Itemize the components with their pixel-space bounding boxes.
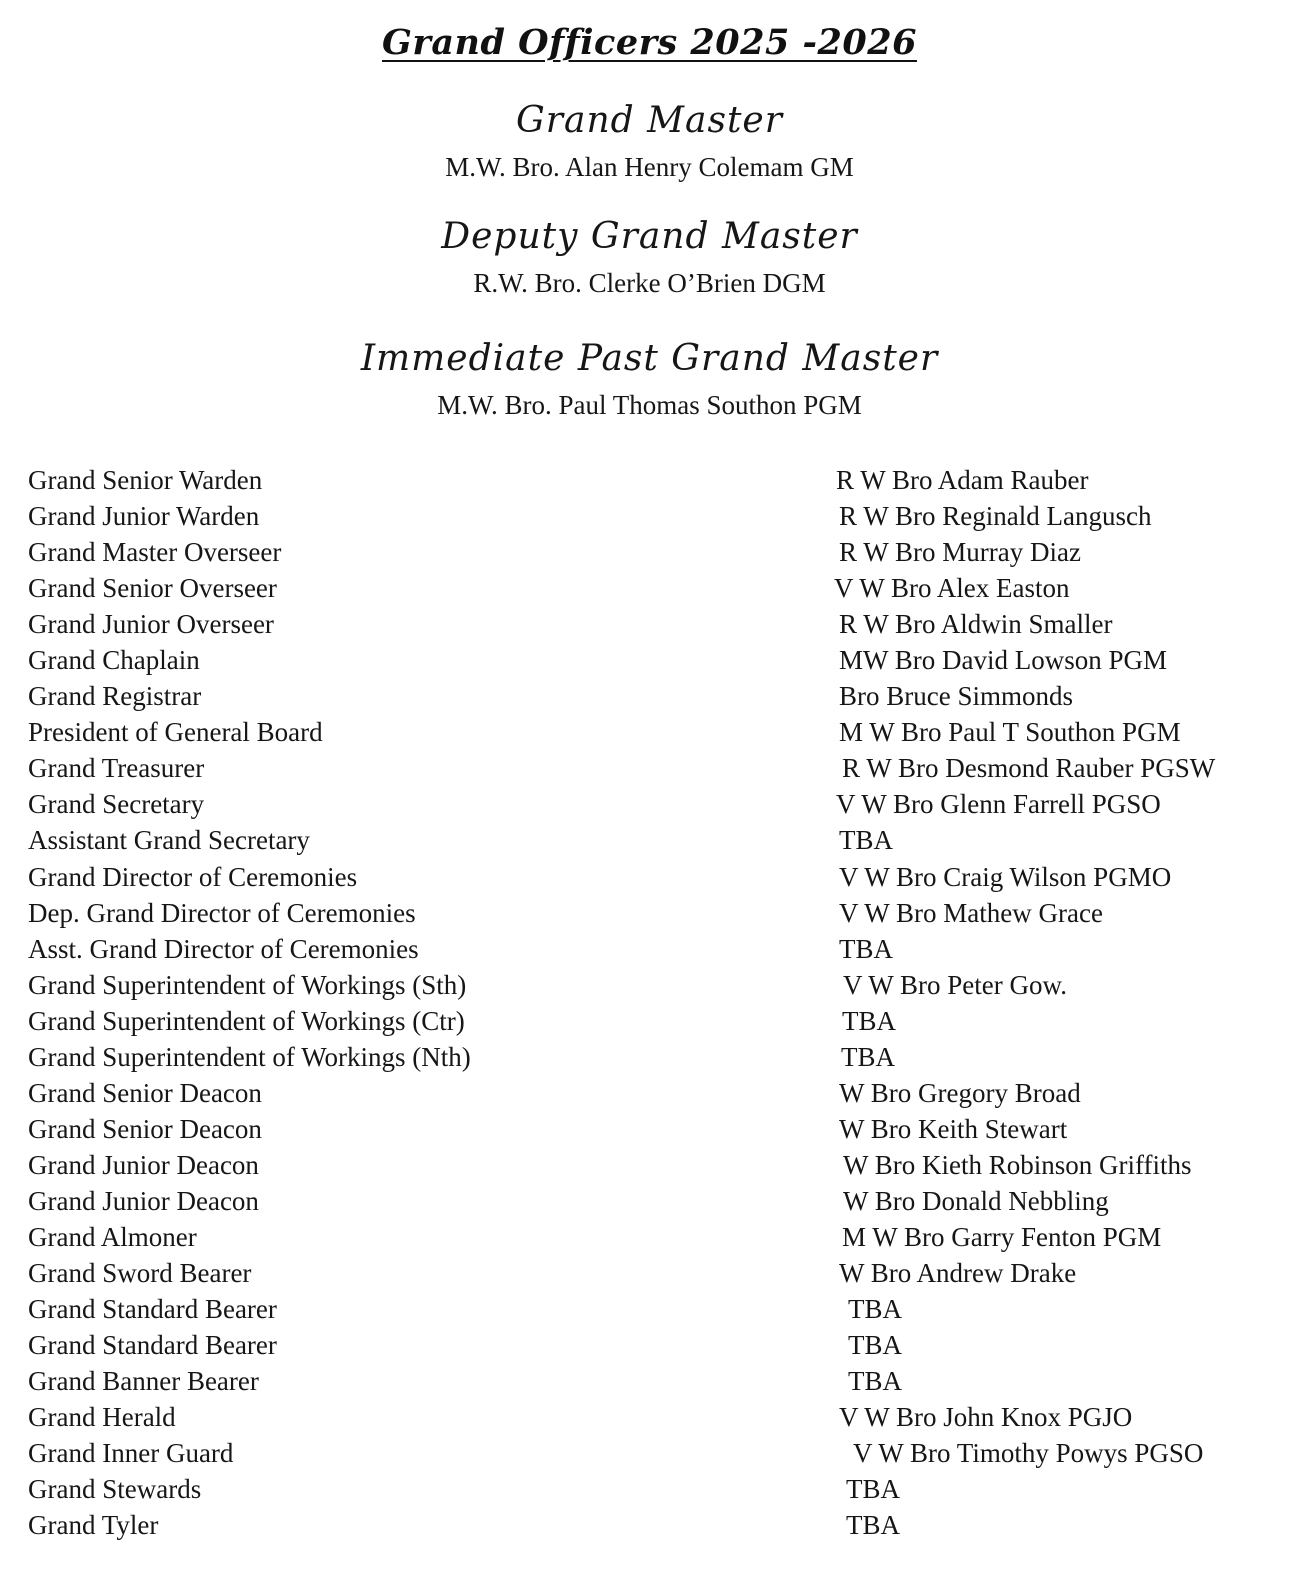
officer-role: Grand Junior Deacon bbox=[28, 1149, 259, 1180]
officer-role: Grand Superintendent of Workings (Ctr) bbox=[28, 1005, 465, 1036]
immediate-past-grand-master-heading: Immediate Past Grand Master bbox=[360, 338, 939, 379]
officer-role: Grand Senior Deacon bbox=[28, 1113, 262, 1144]
officer-role: Grand Senior Warden bbox=[28, 465, 263, 495]
officer-holder: W Bro Donald Nebbling bbox=[843, 1185, 1109, 1216]
officer-holder: V W Bro Timothy Powys PGSO bbox=[853, 1438, 1204, 1469]
officer-holder: W Bro Kieth Robinson Griffiths bbox=[843, 1149, 1192, 1180]
officer-holder: R W Bro Desmond Rauber PGSW bbox=[842, 753, 1216, 784]
officer-holder: V W Bro Peter Gow. bbox=[843, 969, 1067, 1000]
officer-role: Grand Sword Bearer bbox=[28, 1258, 252, 1289]
officer-row bbox=[28, 859, 1288, 895]
officer-role: Dep. Grand Director of Ceremonies bbox=[28, 897, 416, 928]
officer-holder: TBA bbox=[848, 1330, 902, 1361]
officer-holder: MW Bro David Lowson PGM bbox=[839, 645, 1168, 676]
officer-row bbox=[28, 931, 1288, 967]
officer-holder: M W Bro Paul T Southon PGM bbox=[839, 717, 1181, 748]
officer-role: Grand Director of Ceremonies bbox=[28, 861, 358, 892]
officer-role: Grand Inner Guard bbox=[28, 1438, 234, 1469]
officer-role: Grand Treasurer bbox=[28, 753, 205, 784]
officer-role: Grand Stewards bbox=[28, 1474, 202, 1505]
officer-row bbox=[28, 822, 1288, 858]
officer-holder: R W Bro Murray Diaz bbox=[839, 537, 1081, 568]
officer-row bbox=[28, 1507, 1288, 1543]
officer-role: Grand Senior Deacon bbox=[28, 1077, 262, 1108]
officer-role: Grand Junior Deacon bbox=[28, 1185, 259, 1216]
officer-row bbox=[28, 642, 1288, 678]
officer-role: President of General Board bbox=[28, 717, 323, 748]
officer-holder: W Bro Andrew Drake bbox=[839, 1258, 1077, 1289]
officer-row bbox=[28, 1039, 1288, 1075]
officer-holder: V W Bro John Knox PGJO bbox=[839, 1402, 1133, 1433]
officer-holder: R W Bro Reginald Langusch bbox=[839, 501, 1152, 532]
officer-row bbox=[28, 1255, 1288, 1291]
officer-holder: TBA bbox=[848, 1294, 902, 1325]
officer-row bbox=[28, 1471, 1288, 1507]
officer-role: Grand Tyler bbox=[28, 1510, 159, 1541]
officer-role: Asst. Grand Director of Ceremonies bbox=[28, 933, 419, 964]
officer-holder: V W Bro Glenn Farrell PGSO bbox=[836, 789, 1161, 820]
officer-row bbox=[28, 1291, 1288, 1327]
officer-role: Grand Secretary bbox=[28, 789, 205, 820]
officer-row bbox=[28, 498, 1288, 534]
officer-role: Grand Herald bbox=[28, 1402, 176, 1433]
officer-role: Grand Superintendent of Workings (Nth) bbox=[28, 1041, 471, 1072]
officer-holder: TBA bbox=[839, 933, 893, 964]
deputy-grand-master-heading: Deputy Grand Master bbox=[441, 216, 858, 257]
officer-holder: TBA bbox=[841, 1041, 895, 1072]
officer-holder: TBA bbox=[839, 825, 893, 856]
officer-role: Grand Junior Overseer bbox=[28, 609, 274, 640]
officer-role: Grand Standard Bearer bbox=[28, 1330, 277, 1361]
officer-row bbox=[28, 1183, 1288, 1219]
officer-row bbox=[28, 678, 1288, 714]
officer-role: Grand Master Overseer bbox=[28, 537, 282, 568]
officer-role: Grand Banner Bearer bbox=[28, 1366, 259, 1397]
officer-row bbox=[28, 1003, 1288, 1039]
officer-row bbox=[28, 1363, 1288, 1399]
officer-holder: R W Bro Aldwin Smaller bbox=[839, 609, 1113, 640]
officer-row bbox=[28, 1219, 1288, 1255]
officer-holder: W Bro Gregory Broad bbox=[839, 1077, 1081, 1108]
officer-row bbox=[28, 534, 1288, 570]
officer-role: Grand Junior Warden bbox=[28, 501, 260, 532]
officer-holder: TBA bbox=[842, 1005, 896, 1036]
officer-row bbox=[28, 1111, 1288, 1147]
officer-row bbox=[28, 1399, 1288, 1435]
grand-master-name: M.W. Bro. Alan Henry Colemam GM bbox=[445, 152, 854, 182]
officer-row bbox=[28, 1075, 1288, 1111]
officer-row bbox=[28, 570, 1288, 606]
officer-role: Grand Senior Overseer bbox=[28, 573, 277, 604]
officer-role: Assistant Grand Secretary bbox=[28, 825, 310, 856]
officer-holder: V W Bro Alex Easton bbox=[834, 573, 1070, 604]
officer-row bbox=[28, 750, 1288, 786]
officer-row bbox=[28, 1327, 1288, 1363]
officer-row bbox=[28, 462, 1288, 498]
deputy-grand-master-name: R.W. Bro. Clerke O’Brien DGM bbox=[473, 268, 826, 298]
officer-holder: M W Bro Garry Fenton PGM bbox=[842, 1221, 1162, 1252]
officer-row bbox=[28, 895, 1288, 931]
officer-holder: R W Bro Adam Rauber bbox=[836, 465, 1089, 495]
page-title bbox=[0, 22, 1299, 63]
officer-row bbox=[28, 786, 1288, 822]
officer-role: Grand Standard Bearer bbox=[28, 1294, 277, 1325]
officer-row bbox=[28, 967, 1288, 1003]
officer-row bbox=[28, 1147, 1288, 1183]
grand-master-heading: Grand Master bbox=[516, 100, 783, 141]
officers-list bbox=[28, 462, 1288, 1543]
officer-holder: V W Bro Craig Wilson PGMO bbox=[839, 861, 1172, 892]
officer-holder: W Bro Keith Stewart bbox=[839, 1113, 1068, 1144]
officer-holder: V W Bro Mathew Grace bbox=[839, 897, 1103, 928]
officer-row bbox=[28, 714, 1288, 750]
officer-role: Grand Chaplain bbox=[28, 645, 200, 676]
officer-holder: Bro Bruce Simmonds bbox=[839, 681, 1073, 712]
officer-holder: TBA bbox=[846, 1510, 900, 1541]
officer-row bbox=[28, 606, 1288, 642]
officer-holder: TBA bbox=[848, 1366, 902, 1397]
officer-row bbox=[28, 1435, 1288, 1471]
officer-role: Grand Registrar bbox=[28, 681, 202, 712]
officer-role: Grand Superintendent of Workings (Sth) bbox=[28, 969, 467, 1000]
officer-role: Grand Almoner bbox=[28, 1221, 197, 1252]
immediate-past-grand-master-name: M.W. Bro. Paul Thomas Southon PGM bbox=[437, 390, 862, 420]
officer-holder: TBA bbox=[846, 1474, 900, 1505]
title-text: Grand Officers 2025 -2026 bbox=[382, 22, 917, 63]
